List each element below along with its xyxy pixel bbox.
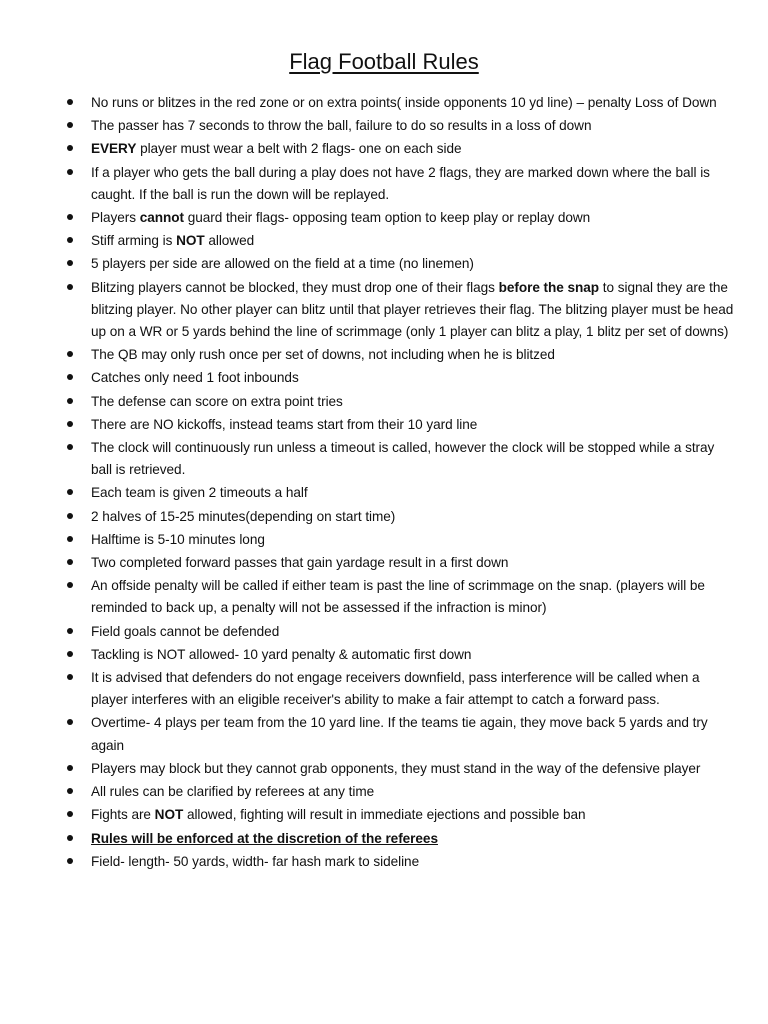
rule-text: There are NO kickoffs, instead teams start from their 10 yard line — [91, 416, 478, 432]
bullet-icon — [67, 489, 73, 495]
rule-text: The QB may only rush once per set of downs, not including when he is blitzed — [91, 347, 555, 363]
bullet-icon — [67, 719, 73, 725]
rule-item — [67, 414, 737, 436]
rule-item — [67, 667, 737, 711]
rule-item — [67, 758, 737, 780]
bullet-icon — [67, 421, 73, 427]
rule-item — [67, 277, 737, 344]
bullet-icon — [67, 99, 73, 105]
bullet-icon — [67, 513, 73, 519]
rule-item — [67, 621, 737, 643]
rule-text: to signal they are the blitzing player. No other player can blitz until that player retrieves their flag. The blitzing player must be head up on a WR or 5 yards behind the line of scrimmage (only 1 player can blitz a play, 1 blitz per set of downs) — [91, 279, 734, 340]
rule-item — [67, 138, 737, 160]
rule-text: guard their flags- opposing team option to keep play or replay down — [183, 210, 591, 226]
rule-text: Two completed forward passes that gain yardage result in a first down — [91, 555, 509, 571]
bullet-icon — [67, 260, 73, 266]
bullet-icon — [67, 214, 73, 220]
rule-text: EVERY — [91, 141, 137, 157]
bullet-icon — [67, 559, 73, 565]
rule-item — [67, 344, 737, 366]
page-title: Flag Football Rules — [289, 49, 479, 74]
rule-text: Halftime is 5-10 minutes long — [91, 531, 265, 547]
rule-text: Rules will be enforced at the discretion of the referees — [91, 830, 438, 846]
rule-text: Tackling is NOT allowed- 10 yard penalty & automatic first down — [91, 646, 472, 662]
rule-item — [67, 92, 737, 114]
bullet-icon — [67, 145, 73, 151]
rule-item — [67, 804, 737, 826]
rules-list — [67, 92, 737, 874]
bullet-icon — [67, 398, 73, 404]
rule-text: Fights are — [91, 807, 155, 823]
rule-text: No runs or blitzes in the red zone or on extra points( inside opponents 10 yd line) – penalty Loss of Down — [91, 95, 717, 110]
rule-text: Players may block but they cannot grab opponents, they must stand in the way of the defensive player — [91, 760, 701, 776]
rule-text: The clock will continuously run unless a timeout is called, however the clock will be stopped while a stray ball is retrieved. — [91, 440, 715, 478]
rule-text: Catches only need 1 foot inbounds — [91, 370, 299, 386]
rule-item — [67, 437, 737, 481]
rule-text: Field goals cannot be defended — [91, 623, 280, 639]
rule-item — [67, 712, 737, 756]
rule-item — [67, 115, 737, 137]
rule-text: allowed, fighting will result in immediate ejections and possible ban — [183, 807, 586, 823]
rule-text: player must wear a belt with 2 flags- one on each side — [136, 141, 462, 157]
rule-text: Each team is given 2 timeouts a half — [91, 485, 308, 501]
bullet-icon — [67, 374, 73, 380]
rule-text: All rules can be clarified by referees at any time — [91, 784, 375, 800]
bullet-icon — [67, 351, 73, 357]
rule-item — [67, 781, 737, 803]
rule-text: cannot — [139, 210, 184, 226]
bullet-icon — [67, 628, 73, 634]
rule-text: allowed — [204, 233, 255, 249]
bullet-icon — [67, 835, 73, 841]
bullet-icon — [67, 858, 73, 864]
rule-text: NOT — [154, 807, 184, 823]
rule-text: Field- length- 50 yards, width- far hash mark to sideline — [91, 853, 420, 869]
bullet-icon — [67, 582, 73, 588]
rule-text: Blitzing players cannot be blocked, they must drop one of their flags — [91, 279, 499, 295]
rule-text: The passer has 7 seconds to throw the ball, failure to do so results in a loss of down — [91, 118, 592, 134]
rule-item — [67, 851, 737, 873]
rule-text: The defense can score on extra point tries — [91, 393, 343, 409]
bullet-icon — [67, 237, 73, 243]
rule-text: 5 players per side are allowed on the field at a time (no linemen) — [91, 256, 474, 272]
bullet-icon — [67, 284, 73, 290]
rule-text: An offside penalty will be called if either team is past the line of scrimmage on the snap. (players will be reminded to back up, a penalty will not be assessed if the infraction is minor) — [91, 578, 705, 616]
bullet-icon — [67, 788, 73, 794]
rule-item — [67, 230, 737, 252]
rule-item — [67, 391, 737, 413]
rule-item — [67, 506, 737, 528]
rule-text: before the snap — [498, 279, 600, 295]
rule-item — [67, 253, 737, 275]
bullet-icon — [67, 444, 73, 450]
rule-item — [67, 529, 737, 551]
rule-item — [67, 644, 737, 666]
rule-item — [67, 552, 737, 574]
rule-item — [67, 367, 737, 389]
rule-text: It is advised that defenders do not engage receivers downfield, pass interference will be called when a player interferes with an eligible receiver's ability to make a fair attempt to catch a forward pass. — [91, 670, 700, 708]
rule-text: Players — [91, 210, 140, 226]
bullet-icon — [67, 811, 73, 817]
rule-item — [67, 575, 737, 619]
bullet-icon — [67, 674, 73, 680]
bullet-icon — [67, 536, 73, 542]
bullet-icon — [67, 651, 73, 657]
rule-text: NOT — [176, 233, 205, 249]
rule-text: 2 halves of 15-25 minutes(depending on start time) — [91, 508, 396, 524]
rule-item — [67, 207, 737, 229]
bullet-icon — [67, 122, 73, 128]
rule-text: Overtime- 4 plays per team from the 10 yard line. If the teams tie again, they move back 5 yards and try again — [91, 715, 708, 753]
rule-item — [67, 162, 737, 206]
rule-item — [67, 482, 737, 504]
rule-text: If a player who gets the ball during a play does not have 2 flags, they are marked down where the ball is caught. If the ball is run the down will be replayed. — [91, 164, 710, 202]
rule-item — [67, 828, 737, 850]
rule-text: Stiff arming is — [91, 233, 177, 249]
bullet-icon — [67, 765, 73, 771]
bullet-icon — [67, 169, 73, 175]
